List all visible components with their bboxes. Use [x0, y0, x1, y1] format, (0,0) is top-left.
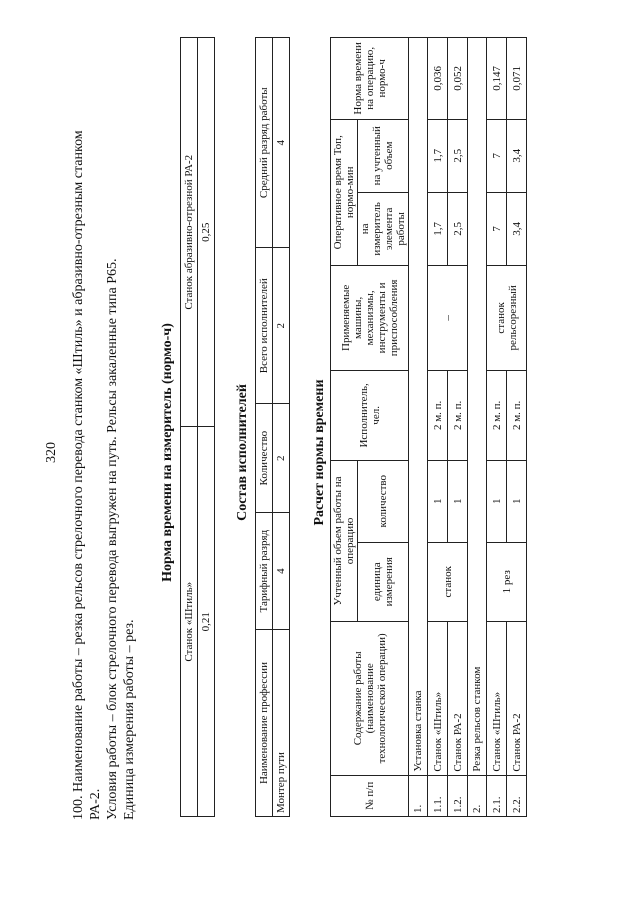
crew-avg-grade: 4 [273, 38, 290, 248]
row-num: 1. [409, 775, 428, 816]
crew-header-profession: Наименование профессии [256, 630, 273, 817]
crew-header-total: Всего исполнителей [256, 248, 273, 404]
calc-header-volume: Учтенный объем работы на операцию [331, 460, 358, 621]
row-qty: 1 [448, 460, 468, 542]
table-row [409, 38, 428, 817]
crew-header-count: Количество [256, 404, 273, 513]
row-norm: 0,071 [507, 38, 527, 120]
row-num: 2.2. [507, 775, 527, 816]
row-content: Станок «Штиль» [487, 622, 507, 776]
calc-header-num: № п/п [331, 775, 409, 816]
table-row [468, 38, 487, 817]
calc-header-op-volume: на учтенный объем [358, 119, 409, 192]
crew-total: 2 [273, 248, 290, 404]
crew-table [255, 37, 290, 817]
table-row [448, 38, 468, 817]
calc-header-qty: количество [358, 460, 409, 542]
row-unit: 1 рез [487, 542, 527, 621]
row-group-title: Установка станка [409, 38, 428, 776]
calc-header-unit: единица измерения [358, 542, 409, 621]
calc-table-title: Расчет нормы времени [312, 379, 327, 526]
row-op-volume: 1,7 [428, 119, 448, 192]
row-exec: 2 м. п. [507, 370, 527, 460]
row-qty: 1 [487, 460, 507, 542]
row-unit: станок [428, 542, 468, 621]
crew-profession: Монтер пути [273, 630, 290, 817]
row-content: Станок «Штиль» [428, 622, 448, 776]
crew-header-grade: Тарифный разряд [256, 513, 273, 630]
row-qty: 1 [507, 460, 527, 542]
row-num: 1.2. [448, 775, 468, 816]
work-unit: Единица измерения работы – рез. [122, 619, 137, 820]
crew-grade: 4 [273, 513, 290, 630]
calc-header-machines: Применяемые машины, механизмы, инструменты и приспособления [331, 265, 409, 370]
row-exec: 2 м. п. [428, 370, 448, 460]
row-group-title: Резка рельсов станком [468, 38, 487, 776]
row-num: 2. [468, 775, 487, 816]
row-op-meter: 7 [487, 192, 507, 265]
table-row [507, 38, 527, 817]
table-row [428, 38, 448, 817]
row-machines: станок рельсорезный [487, 265, 527, 370]
calc-header-executor: Исполнитель, чел. [331, 370, 409, 460]
row-op-volume: 3,4 [507, 119, 527, 192]
work-conditions: Условия работы – блок стрелочного перевода выгружен на путь. Рельсы закаленные типа Р65. [105, 258, 120, 820]
crew-count: 2 [273, 404, 290, 513]
row-content: Станок РА-2 [448, 622, 468, 776]
calc-header-norm: Норма времени на операцию, нормо-ч [331, 38, 409, 120]
row-content: Станок РА-2 [507, 622, 527, 776]
calc-table [330, 37, 527, 817]
page-number: 320 [44, 442, 59, 463]
row-machines: – [428, 265, 468, 370]
row-exec: 2 м. п. [448, 370, 468, 460]
norm-value-ra2: 0,25 [198, 38, 215, 428]
crew-header-avg-grade: Средний разряд работы [256, 38, 273, 248]
row-op-volume: 2,5 [448, 119, 468, 192]
calc-header-content: Содержание работы (наименование технологической операции) [331, 622, 409, 776]
row-op-meter: 2,5 [448, 192, 468, 265]
norm-header-shtil: Станок «Штиль» [181, 427, 198, 817]
norm-header-ra2: Станок абразивно-отрезной РА-2 [181, 38, 198, 428]
row-exec: 2 м. п. [487, 370, 507, 460]
row-op-volume: 7 [487, 119, 507, 192]
row-norm: 0,147 [487, 38, 507, 120]
row-norm: 0,036 [428, 38, 448, 120]
norm-table-title: Норма времени на измеритель (нормо-ч) [160, 323, 175, 582]
norm-value-shtil: 0,21 [198, 427, 215, 817]
work-title: 100. Наименование работы – резка рельсов стрелочного перевода станком «Штиль» и абразивно-отрезным станком [71, 130, 86, 820]
calc-header-op-meter: на измеритель элемента работы [358, 192, 409, 265]
calc-header-optime: Оперативное время Топ, нормо-мин [331, 119, 358, 265]
crew-table-title: Состав исполнителей [235, 384, 250, 521]
row-num: 2.1. [487, 775, 507, 816]
row-op-meter: 3,4 [507, 192, 527, 265]
row-op-meter: 1,7 [428, 192, 448, 265]
row-qty: 1 [428, 460, 448, 542]
work-description [70, 60, 138, 820]
norm-table [180, 37, 215, 817]
row-norm: 0,052 [448, 38, 468, 120]
work-title-cont: РА-2. [88, 788, 103, 820]
row-num: 1.1. [428, 775, 448, 816]
table-row [487, 38, 507, 817]
